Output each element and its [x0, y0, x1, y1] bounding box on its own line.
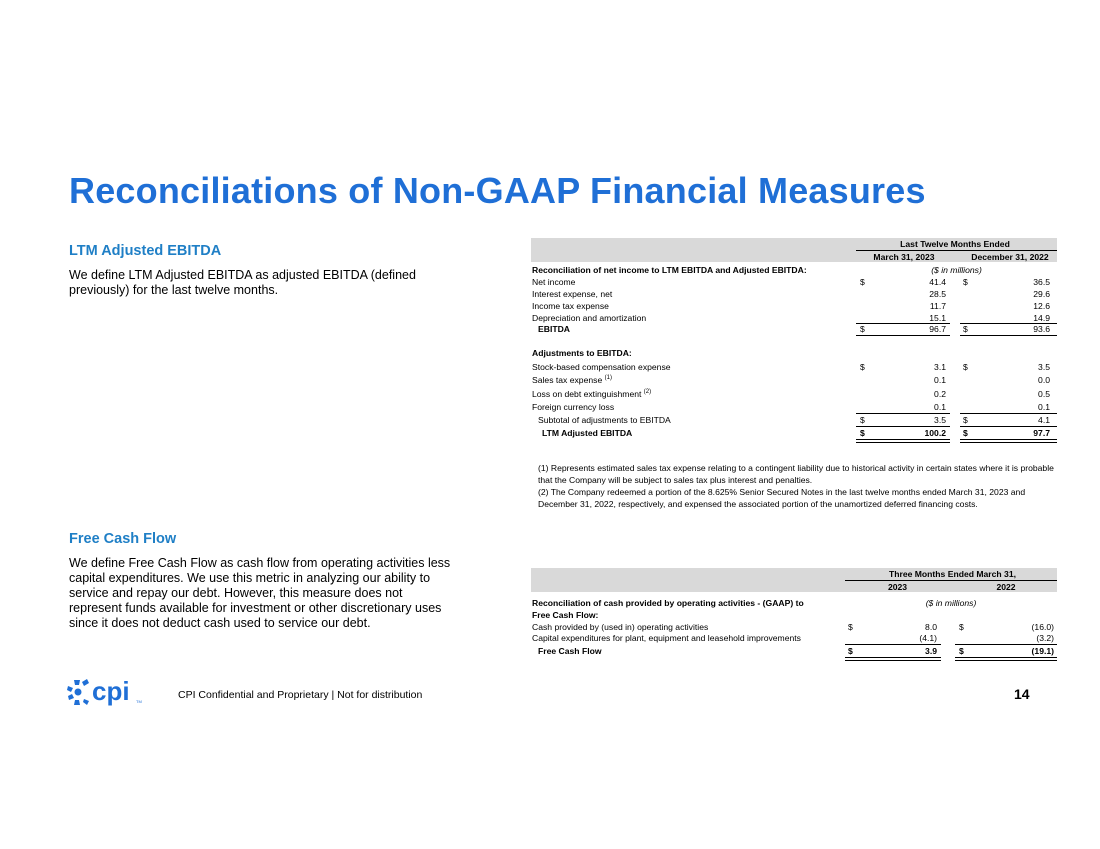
fcf-section-heading: Free Cash Flow [69, 531, 177, 547]
value-cell: 0.1 [934, 375, 946, 385]
column-header-1: 2023 [887, 582, 908, 592]
currency-symbol: $ [848, 622, 853, 632]
row-label-free-cash-flow: Free Cash Flow [538, 646, 602, 656]
table-heading: Reconciliation of net income to LTM EBITDA and Adjusted EBITDA: [532, 265, 807, 275]
value-cell: 4.1 [1038, 415, 1050, 425]
row-label: Income tax expense [532, 301, 609, 311]
value-cell: 29.6 [1033, 289, 1050, 299]
currency-symbol: $ [860, 324, 865, 334]
row-label-text: Loss on debt extinguishment [532, 389, 642, 399]
currency-symbol: $ [963, 324, 968, 334]
svg-text:TM: TM [136, 699, 142, 704]
row-label-ebitda: EBITDA [538, 324, 570, 334]
value-cell: 0.1 [1038, 402, 1050, 412]
value-cell: 0.5 [1038, 389, 1050, 399]
value-cell: 14.9 [1033, 313, 1050, 323]
currency-symbol: $ [959, 622, 964, 632]
confidentiality-notice: CPI Confidential and Proprietary | Not for distribution [178, 689, 423, 701]
value-cell: 8.0 [925, 622, 937, 632]
currency-symbol: $ [860, 428, 865, 438]
value-cell: (3.2) [1036, 633, 1054, 643]
row-label-ltm-adjusted-ebitda: LTM Adjusted EBITDA [542, 428, 633, 438]
currency-symbol: $ [963, 428, 968, 438]
svg-text:cpi: cpi [92, 676, 130, 706]
value-cell: 3.5 [934, 415, 946, 425]
value-cell: 11.7 [929, 301, 946, 311]
value-cell: 96.7 [929, 324, 946, 334]
ltm-section-text: We define LTM Adjusted EBITDA as adjusted EBITDA (defined previously) for the last twelve months. [69, 268, 416, 297]
value-cell: (16.0) [1031, 622, 1054, 632]
value-cell: 0.0 [1038, 375, 1050, 385]
fcf-section-text: We define Free Cash Flow as cash flow from operating activities less capital expenditures. We use this metric in analyzing our ability to service and repay our debt. However, this measure does not represent funds available for investment or other discretionary uses since it does not deduct cash used to service our debt. [69, 556, 451, 630]
row-label: Cash provided by (used in) operating activities [532, 622, 709, 632]
currency-symbol: $ [963, 415, 968, 425]
table-heading-line-2: Free Cash Flow: [532, 610, 599, 620]
footnote-2: (2) The Company redeemed a portion of the 8.625% Senior Secured Notes in the last twelve months ended March 31, 2023 and December 31, 2022, respectively, and expensed the associated portion of the unamortized deferred financing costs. [538, 487, 1026, 509]
footnote-marker: (1) [604, 375, 612, 381]
currency-symbol: $ [860, 277, 865, 287]
currency-symbol: $ [848, 646, 853, 656]
row-label: Net income [532, 277, 576, 287]
row-label: Interest expense, net [532, 289, 613, 299]
value-cell: 36.5 [1033, 277, 1050, 287]
footnote-1: (1) Represents estimated sales tax expense relating to a contingent liability due to historical activity in certain states where it is probable that the Company will be subject to sales tax plus interest and penalties. [538, 463, 1054, 485]
value-cell: 15.1 [929, 313, 946, 323]
value-cell: 3.9 [925, 646, 937, 656]
column-header-1: March 31, 2023 [873, 252, 935, 262]
value-cell: 0.1 [934, 402, 946, 412]
units-label: ($ in millions) [925, 598, 977, 608]
value-cell: 93.6 [1033, 324, 1050, 334]
cpi-logo-mark-icon [66, 676, 146, 710]
currency-symbol: $ [860, 362, 865, 372]
column-header-2: December 31, 2022 [971, 252, 1049, 262]
value-cell: 3.1 [934, 362, 946, 372]
value-cell: 97.7 [1033, 428, 1050, 438]
value-cell: (19.1) [1031, 646, 1054, 656]
value-cell: 0.2 [934, 389, 946, 399]
value-cell: (4.1) [919, 633, 937, 643]
value-cell: 100.2 [924, 428, 946, 438]
period-header: Last Twelve Months Ended [900, 239, 1010, 249]
page-title: Reconciliations of Non-GAAP Financial Measures [69, 170, 926, 211]
period-header: Three Months Ended March 31, [888, 569, 1017, 579]
currency-symbol: $ [963, 277, 968, 287]
cpi-logo [66, 676, 146, 710]
row-label: Stock-based compensation expense [532, 362, 671, 372]
currency-symbol: $ [860, 415, 865, 425]
footnote-marker: (2) [643, 389, 652, 395]
row-label-subtotal: Subtotal of adjustments to EBITDA [538, 415, 671, 425]
page-number: 14 [1014, 686, 1030, 702]
currency-symbol: $ [963, 362, 968, 372]
row-label: Depreciation and amortization [532, 313, 647, 323]
row-label: Foreign currency loss [532, 402, 615, 412]
row-label: Capital expenditures for plant, equipment and leasehold improvements [532, 633, 801, 643]
ltm-section-heading: LTM Adjusted EBITDA [69, 243, 222, 259]
table-heading: Reconciliation of cash provided by operating activities - (GAAP) to [532, 598, 804, 608]
column-header-2: 2022 [996, 582, 1016, 592]
value-cell: 12.6 [1033, 301, 1050, 311]
value-cell: 41.4 [929, 277, 946, 287]
value-cell: 28.5 [929, 289, 946, 299]
row-label-text: Sales tax expense [532, 375, 603, 385]
units-label: ($ in millions) [931, 265, 982, 275]
currency-symbol: $ [959, 646, 964, 656]
value-cell: 3.5 [1038, 362, 1050, 372]
adjustments-heading: Adjustments to EBITDA: [532, 348, 632, 358]
